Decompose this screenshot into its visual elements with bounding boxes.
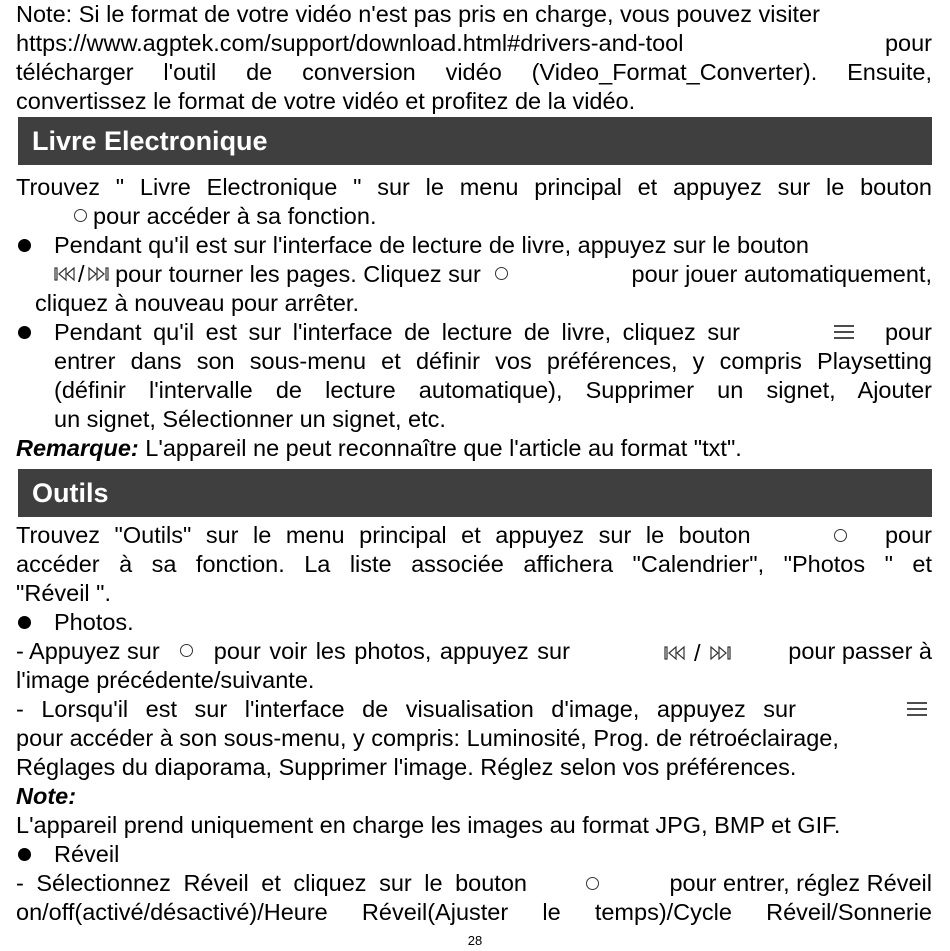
circle-button-icon: [74, 209, 87, 222]
skip-previous-icon: [54, 266, 78, 282]
ebook-bullet-1-text-a: pour tourner les pages. Cliquez sur: [115, 261, 481, 287]
ebook-bullet-2-text: Pendant qu'il est sur l'interface de lecture de livre, cliquez sur: [54, 319, 740, 345]
slash: /: [78, 261, 85, 287]
photos-text-b: pour voir les photos, appuyez sur: [213, 638, 570, 664]
photos-note-text: L'appareil prend uniquement en charge les images au format JPG, BMP et GIF.: [16, 812, 841, 838]
section-header-tools: Outils: [18, 469, 932, 517]
ebook-bullet-2-line-4: un signet, Sélectionner un signet, etc.: [54, 406, 446, 432]
skip-next-icon: [707, 645, 731, 661]
intro-note-word: pour: [884, 30, 932, 56]
intro-note-line-4: convertissez le format de votre vidéo et profitez de la vidéo.: [16, 88, 636, 114]
photos-line-1: [16, 637, 932, 666]
bullet: [18, 239, 31, 252]
tools-intro-line-2: accéder à sa fonction. La liste associée affichera "Calendrier", "Photos " et: [16, 551, 932, 577]
remark-text: L'appareil ne peut reconnaître que l'article au format "txt".: [138, 435, 742, 461]
photos-skip-icons: [664, 639, 731, 668]
intro-note-line-1: Note: Si le format de votre vidéo n'est pas pris en charge, vous pouvez visiter: [16, 1, 820, 27]
ebook-bullet-1-line-2: [54, 260, 932, 289]
photos-note-label: Note:: [16, 783, 77, 809]
circle-button-icon: [495, 267, 508, 280]
intro-note-line-3: télécharger l'outil de conversion vidéo (Video_Format_Converter). Ensuite,: [16, 59, 932, 85]
alarm-line-1: [16, 869, 932, 898]
menu-lines-icon: [906, 701, 928, 717]
ebook-bullet-2-word: pour: [884, 319, 932, 345]
ebook-intro-line-2: [68, 202, 928, 231]
page-number: 28: [467, 933, 483, 948]
ebook-bullet-1-line-1: Pendant qu'il est sur l'interface de lecture de livre, appuyez sur le bouton: [54, 232, 809, 258]
photos-line-3: [16, 695, 932, 724]
photos-line-2: l'image précédente/suivante.: [16, 667, 315, 693]
ebook-bullet-2-line-3: (définir l'intervalle de lecture automatique), Supprimer un signet, Ajouter: [54, 377, 932, 403]
photos-heading: Photos.: [54, 609, 134, 635]
ebook-bullet-1-text-b: pour jouer automatiquement,: [631, 261, 932, 287]
download-url: https://www.agptek.com/support/download.html#drivers-and-tool: [16, 30, 684, 56]
tools-intro-line-3: "Réveil ".: [16, 580, 112, 606]
intro-note-line-2: [16, 29, 932, 58]
photos-text-a: - Appuyez sur: [16, 638, 160, 664]
alarm-heading: Réveil: [54, 841, 120, 867]
skip-next-icon: [85, 266, 109, 282]
ebook-remark: [16, 434, 932, 463]
tools-intro-word: pour: [884, 522, 932, 548]
ebook-bullet-1-line-3: cliquez à nouveau pour arrêter.: [35, 290, 359, 316]
remark-label: Remarque:: [16, 435, 139, 461]
alarm-line-2: on/off(activé/désactivé)/Heure Réveil(Ajuster le temps)/Cycle Réveil/Sonnerie: [16, 899, 932, 925]
tools-intro-text: Trouvez "Outils" sur le menu principal et appuyez sur le bouton: [16, 522, 751, 548]
ebook-intro-text: pour accéder à sa fonction.: [93, 203, 377, 229]
bullet: [18, 326, 31, 339]
alarm-text-a: - Sélectionnez Réveil et cliquez sur le bouton: [16, 870, 527, 896]
menu-lines-icon: [833, 324, 855, 340]
circle-button-icon: [834, 529, 847, 542]
skip-previous-icon: [664, 645, 688, 661]
bullet: [18, 848, 31, 861]
section-header-ebook: Livre Electronique: [18, 117, 932, 165]
alarm-text-b: pour entrer, réglez Réveil: [669, 870, 932, 896]
bullet: [18, 616, 31, 629]
circle-button-icon: [586, 877, 599, 890]
circle-button-icon: [180, 644, 193, 657]
slash: /: [694, 640, 701, 666]
ebook-intro-line-1: Trouvez " Livre Electronique " sur le menu principal et appuyez sur le bouton: [16, 174, 932, 200]
photos-line-4: pour accéder à son sous-menu, y compris: Luminosité, Prog. de rétroéclairage,: [16, 725, 839, 751]
ebook-bullet-2-line-2: entrer dans son sous-menu et définir vos préférences, y compris Playsetting: [54, 348, 932, 374]
photos-text-d: pour passer à: [788, 638, 932, 664]
photos-text-c: - Lorsqu'il est sur l'interface de visualisation d'image, appuyez sur: [16, 696, 796, 722]
photos-line-5: Réglages du diaporama, Supprimer l'image. Réglez selon vos préférences.: [16, 754, 797, 780]
tools-intro-line-1: [16, 521, 932, 550]
ebook-bullet-2-line-1: [54, 318, 932, 347]
